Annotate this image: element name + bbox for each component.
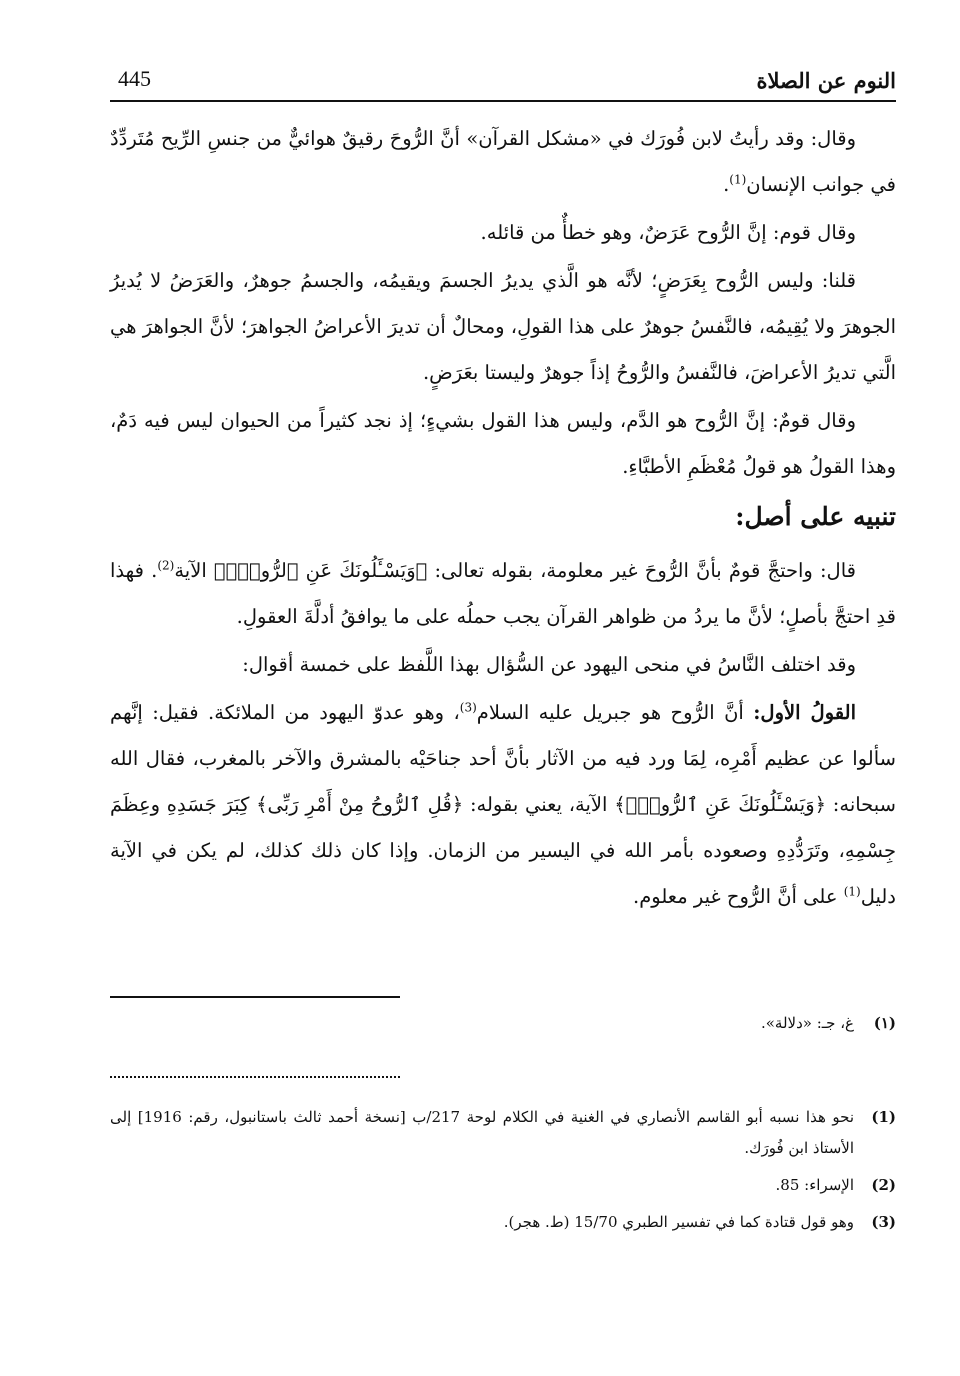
paragraph [110,116,896,208]
page-number: 445 [118,66,151,91]
footnote-ref: (1) [843,884,861,899]
paragraph [110,548,896,640]
paragraph-text: وقال: وقد رأيتُ لابن فُورَك في «مشكل القرآن» أنَّ الرُّوحَ رقيقٌ هوائيٌّ من جنسِ الرِّيح مُتَردِّدٌ في جوانب الإنسان [110,127,896,196]
paragraph-tail: على أنَّ الرُّوح غير معلوم. [633,885,844,908]
footnote-number: (١) [873,1014,896,1032]
footnote-separator [110,996,400,998]
paragraph-text: قال: واحتجَّ قومٌ بأنَّ الرُّوحَ غير معلومة، بقوله تعالى: ﴿وَيَسْـَٔلُونَكَ عَنِ ٱلرُّوحِۖ﴾ الآية [174,559,856,582]
paragraph [110,642,896,688]
paragraph-text: وقال قوم: إنَّ الرُّوح عَرَضٌ، وهو خطأٌ من قائله. [480,221,856,244]
paragraph-tail: ، وهو عدوّ اليهود من الملائكة. فقيل: إنَّهم سألوا عن عظيم أَمْرِه، لِمَا ورد فيه من الآثار بأنَّ أحد جناحَيْه بالمشرق والآخر بالمغرب، فقال الله سبحانه: ﴿وَيَسْـَٔلُونَكَ عَنِ ٱلرُّوحِۖ﴾ الآية، يعني بقوله: ﴿قُلِ ٱلرُّوحُ مِنْ أَمْرِ رَبِّى﴾ كِبَرَ جَسَدِهِ وعِظَمَ جِسْمِهِ، وتَرَدُّدِهِ وصعوده بأمر الله في اليسير من الزمان. وإذا كان ذلك كذلك، لم يكن في الآية دليل [110,701,896,908]
paragraph-text: قلنا: وليس الرُّوح بِعَرَضٍ؛ لأنَّه هو الَّذي يديرُ الجسمَ ويقيمُه، والجسمُ جوهرٌ، والعَرَضُ لا يُديرُ الجوهرَ ولا يُقِيمُه، فالنَّفسُ جوهرٌ على هذا القولِ، ومحالٌ أن تديرَ الأعراضُ الجواهرَ؛ لأنَّ الجواهرَ هي الَّتي تديرُ الأعراضَ، فالنَّفسُ والرُّوحُ إذاً جوهرٌ وليستا بعَرَضٍ. [109,269,896,384]
running-title: النوم عن الصلاة [756,68,896,93]
page [110,62,896,1292]
footnote-ref: (2) [157,558,175,573]
editor-footnotes [110,1010,896,1042]
footnote-number: (3) [871,1213,896,1231]
main-text [110,116,896,920]
footnote [110,1207,896,1238]
footnote-text: نحو هذا نسبه أبو القاسم الأنصاري في الغنية في الكلام لوحة 217/ب [نسخة أحمد ثالث باستانبول، رقم: 1916] إلى الأستاذ ابن فُورَك. [110,1108,854,1157]
paragraph-tail: . فهذا قدِ احتجَّ بأصلٍ؛ لأنَّ ما يردُ من ظواهر القرآن يجب حملُه على ما يوافقُ أدلَّةَ العقولِ. [110,559,896,628]
paragraph-text: وقال قومٌ: إنَّ الرُّوح هو الدَّم، وليس هذا القول بشيءٍ؛ إذ نجد كثيراً من الحيوان ليس فيه دَمٌ، وهذا القولُ هو قولُ مُعْظَمِ الأطبَّاءِ. [110,409,896,478]
footnote-ref: (3) [459,700,477,715]
paragraph-first-opinion [110,690,896,920]
footnote-ref: (1) [729,172,747,187]
opinion-label: القولُ الأول: [753,701,856,724]
footnote [110,1102,896,1164]
paragraph [110,258,896,396]
footnote-text: وهو قول قتادة كما في تفسير الطبري 15/70 (ط. هجر). [503,1213,854,1231]
footnote-text: الإسراء: 85. [775,1176,854,1194]
footnote-separator-dotted [110,1076,400,1078]
section-heading: تنبيه على أصل: [735,502,896,531]
paragraph [110,398,896,490]
footnote [110,1170,896,1201]
footnote [110,1010,896,1036]
paragraph-tail: . [723,173,730,196]
paragraph-text: وقد اختلف النَّاسُ في منحى اليهود عن السُّؤال بهذا اللَّفظ على خمسة أقوال: [242,653,856,676]
footnote-text: غ، جـ: «دلالة». [760,1014,854,1032]
paragraph [110,210,896,256]
footnote-number: (1) [871,1108,896,1126]
main-footnotes [110,1102,896,1244]
paragraph-text: أنَّ الرُّوح هو جبريل عليه السلام [476,701,754,724]
page-header [110,62,896,102]
footnote-number: (2) [871,1176,896,1194]
